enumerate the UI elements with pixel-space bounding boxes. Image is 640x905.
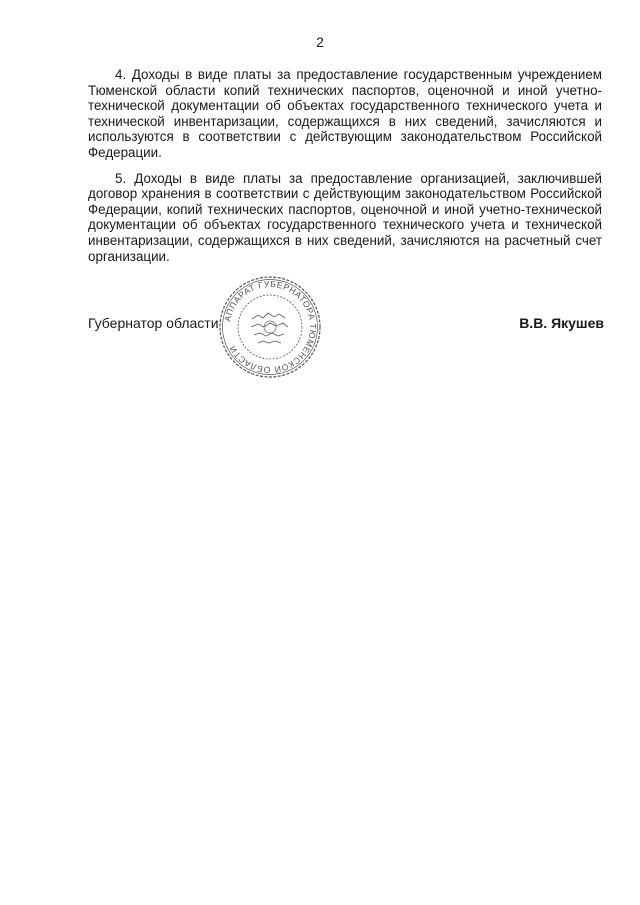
official-seal-icon	[218, 275, 322, 379]
seal-text-path: АППАРАТ ГУБЕРНАТОРА ТЮМЕНСКОЙ ОБЛАСТИ	[222, 278, 319, 376]
document-body	[88, 67, 602, 264]
signatory-name: В.В. Якушев	[519, 315, 604, 331]
paragraph-5: 5. Доходы в виде платы за предоставление организацией, заключившей договор хранения в соответствии с действующим законодательством Российской Федерации, копий технических паспортов, оценочной и иной учетно-технической документации об объектах государственного технического учета и технической инвентаризации, содержащихся в них сведений, зачисляются на расчетный счет организации.	[88, 170, 602, 264]
page-number: 2	[316, 34, 324, 50]
seal-rings	[220, 277, 320, 377]
signatory-title: Губернатор области	[88, 315, 219, 331]
paragraph-4: 4. Доходы в виде платы за предоставление государственным учреждением Тюменской области копий технических паспортов, оценочной и иной учетно-технической документации об объектах государственного технического учета и технической инвентаризации, содержащихся в них сведений, зачисляются и используются в соответствии с действующим законодательством Российской Федерации.	[88, 67, 602, 160]
signature-block	[88, 315, 604, 339]
seal-emblem	[251, 313, 288, 343]
